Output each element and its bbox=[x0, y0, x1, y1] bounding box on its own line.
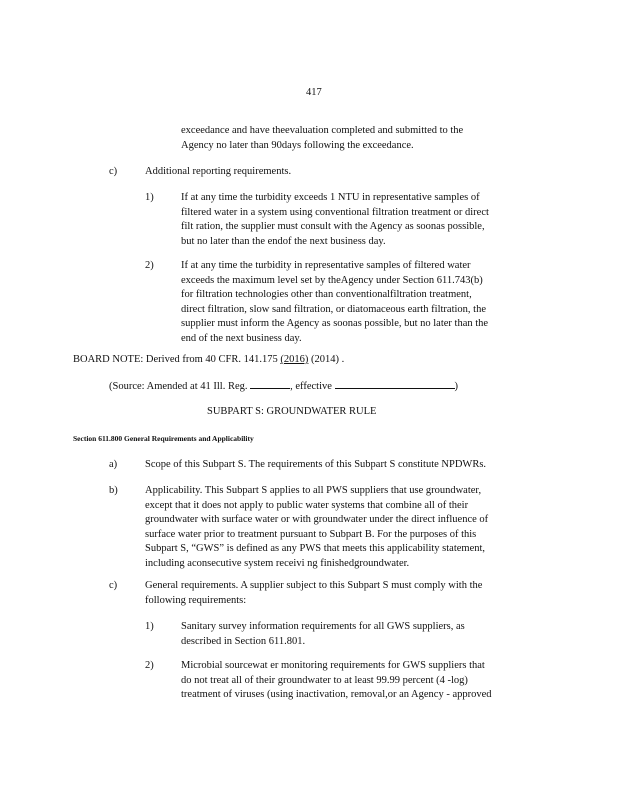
register-blank bbox=[250, 379, 290, 389]
text-line: Agency no later than 90days following the exceedance. bbox=[181, 139, 414, 151]
board-note bbox=[73, 353, 344, 367]
source-note bbox=[109, 379, 458, 394]
text-line: If at any time the turbidity in representative samples of filtered water bbox=[181, 260, 471, 271]
text-line: including aconsecutive system receivi ng finishedgroundwater. bbox=[145, 557, 410, 569]
continuation-paragraph bbox=[181, 124, 503, 153]
board-note-inserted-year: (2016) bbox=[280, 354, 309, 365]
text-line: Sanitary survey information requirements for all GWS suppliers, as bbox=[181, 621, 465, 632]
text-line: Microbial sourcewat er monitoring requirements for GWS suppliers that bbox=[181, 660, 485, 671]
subitem-paragraph bbox=[181, 620, 507, 649]
applicability-paragraph bbox=[145, 484, 539, 572]
text-line: direct filtration, slow sand filtration, or diatomaceous earth filtration, the bbox=[181, 303, 486, 315]
effective-date-blank bbox=[335, 379, 455, 389]
item-heading: Additional reporting requirements. bbox=[145, 166, 292, 177]
text-line: surface water prior to treatment pursuant to Subpart B. For the purposes of this bbox=[145, 528, 477, 540]
text-line: end of the next business day. bbox=[181, 332, 302, 344]
text-line: do not treat all of their groundwater to at least 99.99 percent (4 -log) bbox=[181, 674, 468, 686]
text-line: but no later than the endof the next business day. bbox=[181, 235, 386, 247]
text-line: treatment of viruses (using inactivation, removal,or an Agency - approved bbox=[181, 689, 492, 701]
text-line: for filtration technologies other than conventionalfiltration treatment, bbox=[181, 289, 472, 301]
item-label: b) bbox=[109, 485, 118, 496]
text-line: supplier must inform the Agency as soonas possible, but no later than the bbox=[181, 318, 489, 330]
subitem-paragraph bbox=[181, 659, 529, 703]
text-line: except that it does not apply to public water systems that combine all of their bbox=[145, 499, 469, 511]
text-line: groundwater with surface water or with groundwater under the direct influence of bbox=[145, 514, 489, 526]
subpart-heading: SUBPART S: GROUNDWATER RULE bbox=[207, 406, 377, 417]
source-note-close: ) bbox=[454, 381, 459, 392]
subitem-label: 2) bbox=[145, 260, 154, 271]
section-heading: Section 611.800 General Requirements and Applicability bbox=[73, 434, 254, 443]
text-line: filt ration, the supplier must consult with the Agency as soonas possible, bbox=[181, 221, 485, 233]
general-requirements-paragraph bbox=[145, 579, 539, 608]
subitem-label: 2) bbox=[145, 660, 154, 671]
text-line: described in Section 611.801. bbox=[181, 635, 306, 647]
item-text: Scope of this Subpart S. The requirements of this Subpart S constitute NPDWRs. bbox=[145, 459, 487, 470]
text-line: filtered water in a system using conventional filtration treatment or direct bbox=[181, 206, 489, 218]
text-line: Applicability. This Subpart S applies to all PWS suppliers that use groundwater, bbox=[145, 485, 482, 496]
text-line: exceeds the maximum level set by theAgency under Section 611.743(b) bbox=[181, 274, 483, 286]
text-line: If at any time the turbidity exceeds 1 NTU in representative samples of bbox=[181, 192, 480, 203]
board-note-text: BOARD NOTE: Derived from 40 CFR. 141.175 bbox=[73, 354, 281, 365]
page-number: 417 bbox=[306, 87, 322, 98]
item-label: a) bbox=[109, 459, 118, 470]
board-note-deleted-year: (2014) . bbox=[308, 354, 345, 365]
source-note-effective: , effective bbox=[290, 381, 335, 392]
item-label: c) bbox=[109, 166, 118, 177]
text-line: Subpart S, “GWS” is defined as any PWS that meets this applicability statement, bbox=[145, 543, 486, 555]
subitem-label: 1) bbox=[145, 621, 154, 632]
subitem-label: 1) bbox=[145, 192, 154, 203]
text-line: General requirements. A supplier subject to this Subpart S must comply with the bbox=[145, 580, 483, 591]
subitem-paragraph bbox=[181, 191, 525, 249]
subitem-paragraph bbox=[181, 259, 533, 347]
source-note-text: (Source: Amended at 41 Ill. Reg. bbox=[109, 381, 251, 392]
text-line: exceedance and have theevaluation completed and submitted to the bbox=[181, 125, 464, 136]
text-line: following requirements: bbox=[145, 594, 247, 606]
item-label: c) bbox=[109, 580, 118, 591]
